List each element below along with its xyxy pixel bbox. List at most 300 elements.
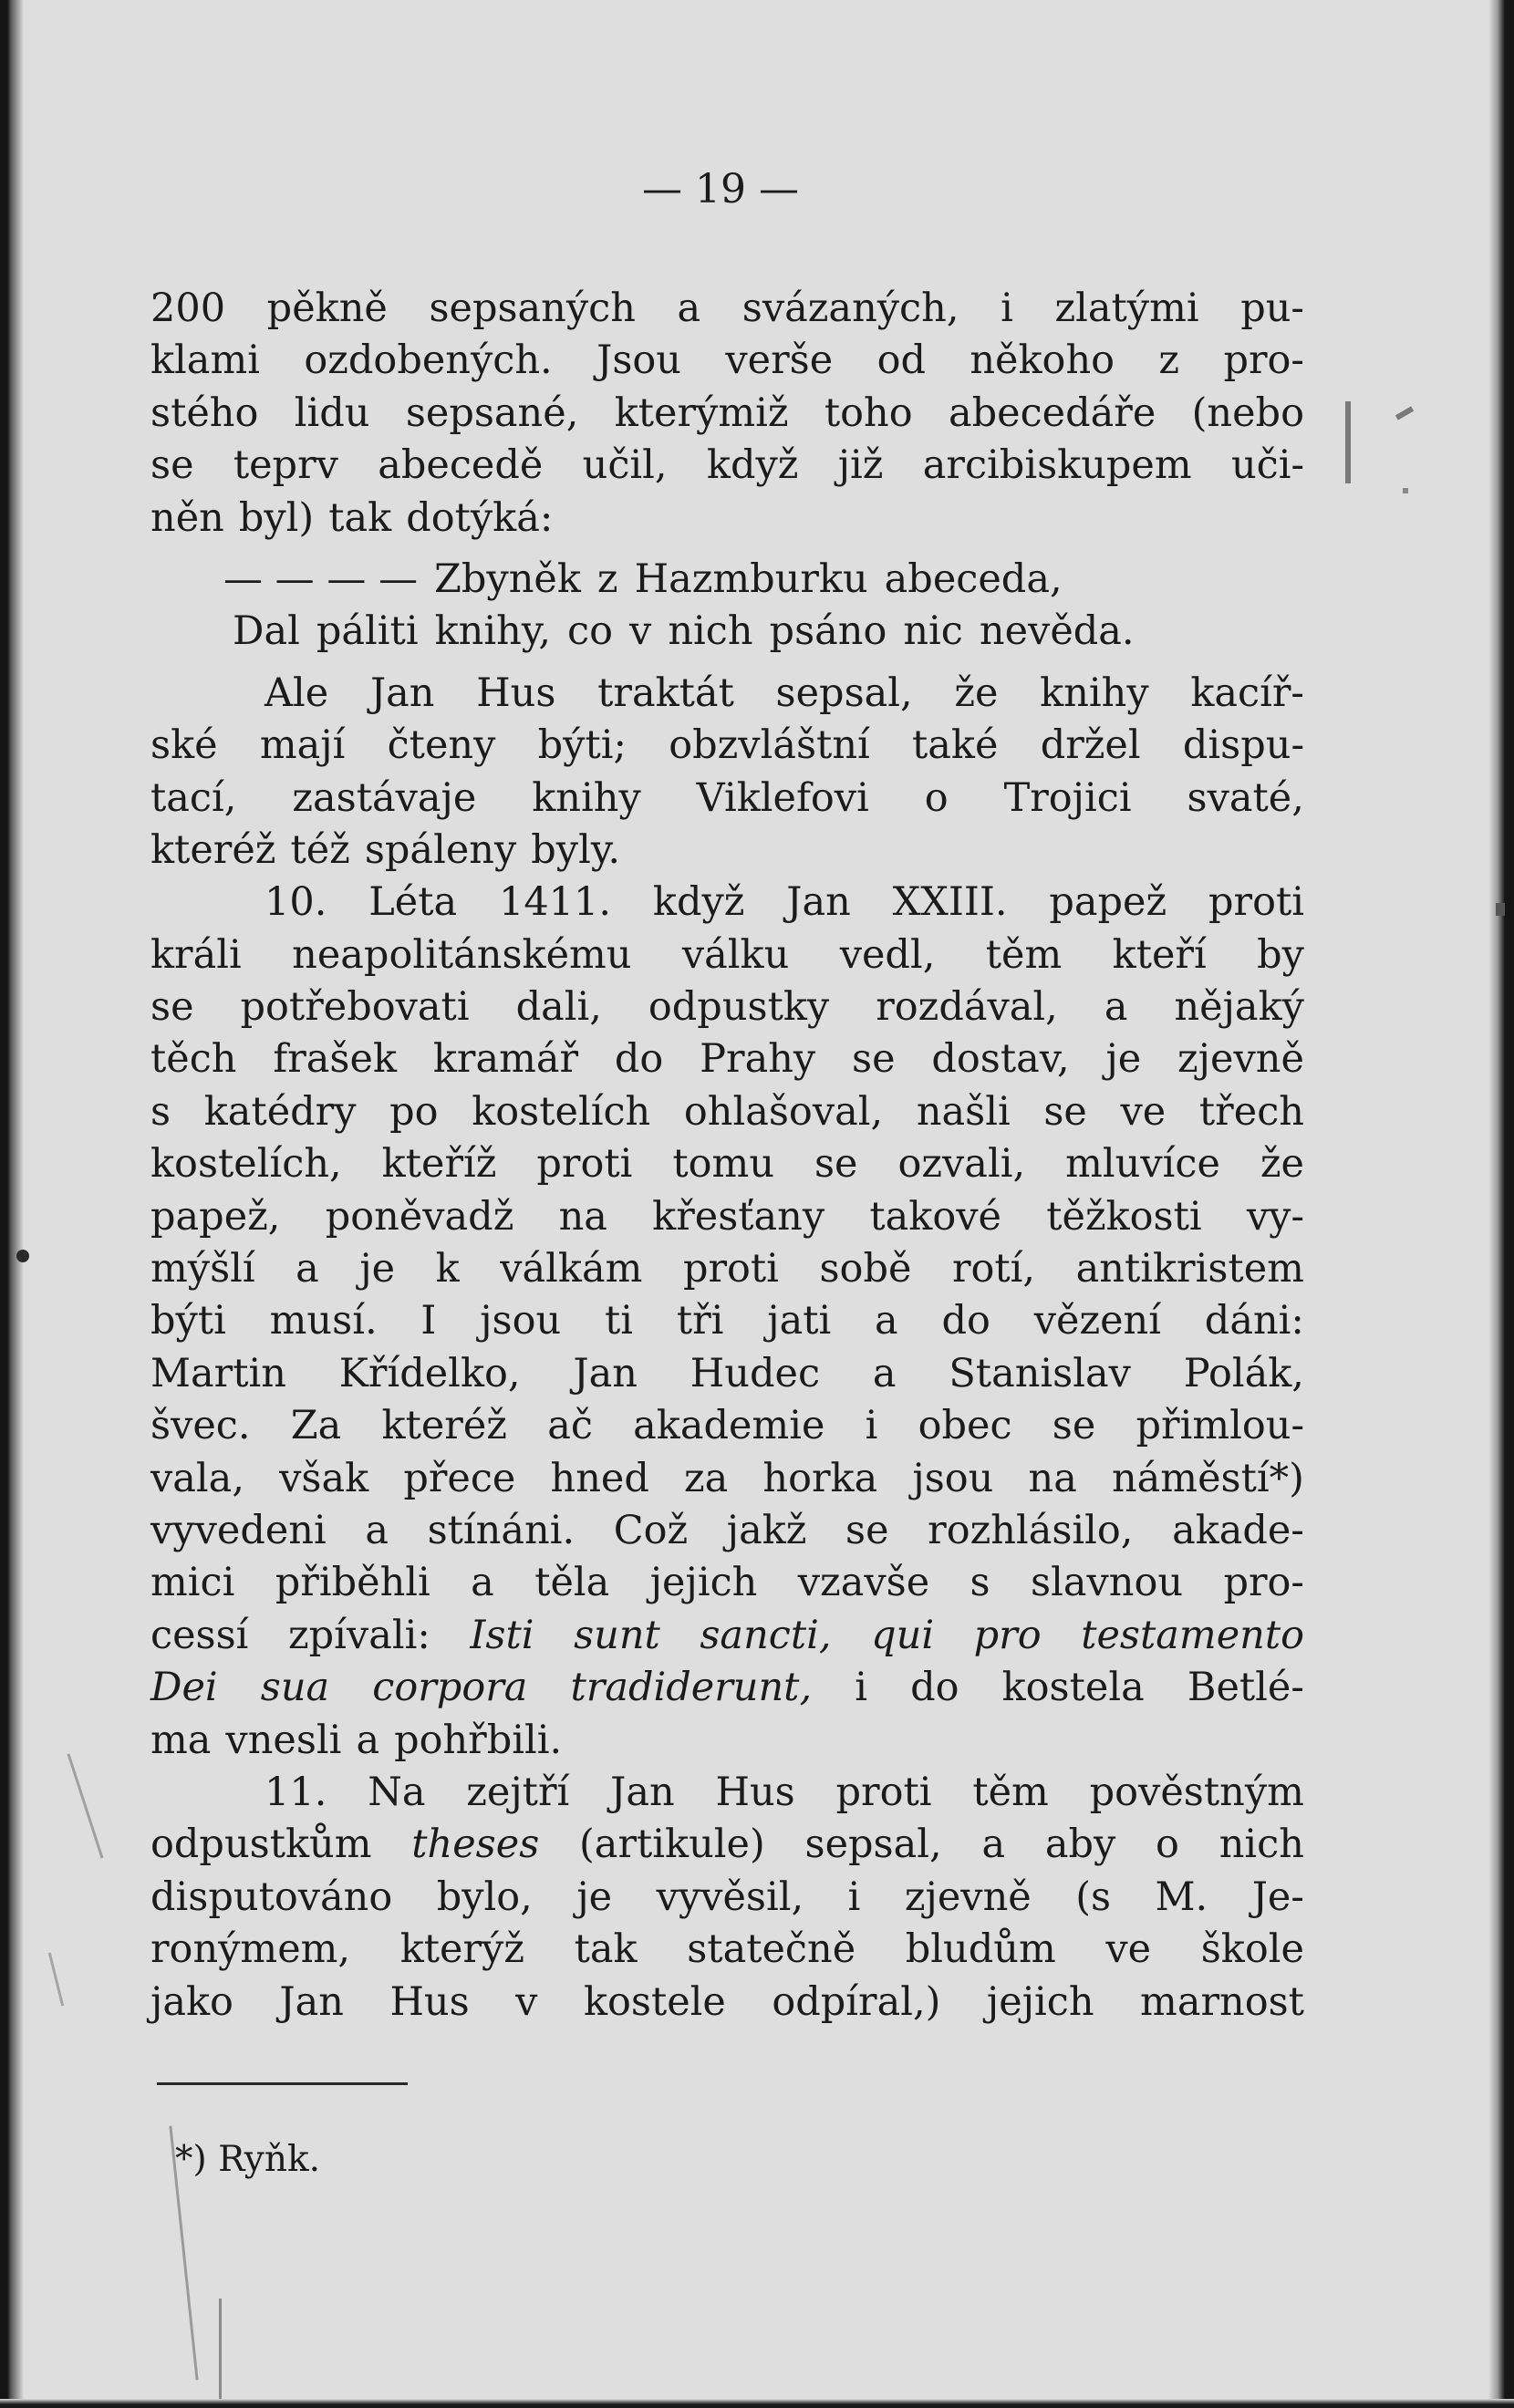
- word: se: [1052, 1403, 1096, 1449]
- italic-word: sunt: [574, 1612, 660, 1658]
- word: za: [684, 1455, 729, 1501]
- word: Na: [368, 1769, 426, 1815]
- word: kostelích: [472, 1088, 651, 1135]
- word: též: [290, 826, 350, 873]
- word: disputováno: [150, 1873, 393, 1920]
- word: nic: [903, 608, 963, 655]
- word: pu-: [1240, 285, 1304, 331]
- word: jati: [767, 1298, 832, 1344]
- word: třech: [1198, 1088, 1304, 1135]
- word: stého: [150, 389, 259, 436]
- word: byl): [238, 494, 315, 541]
- word: akade-: [1172, 1507, 1304, 1553]
- word: Jan: [786, 879, 851, 926]
- word: mluvíce: [1065, 1141, 1220, 1188]
- word: Prahy: [700, 1036, 816, 1083]
- italic-word: sua: [260, 1665, 330, 1711]
- word: aby: [1044, 1822, 1116, 1868]
- word: nich: [668, 608, 753, 655]
- word: mici: [150, 1560, 235, 1606]
- word: tomu: [672, 1141, 775, 1188]
- word: vala,: [150, 1455, 244, 1501]
- word: Martin: [150, 1350, 286, 1396]
- body-text: [150, 283, 1304, 2029]
- scan-artifact-mark: [1345, 401, 1351, 483]
- word: musí.: [269, 1298, 378, 1344]
- word: Stanislav: [949, 1350, 1131, 1396]
- word: neapolitánskému: [292, 931, 632, 978]
- text-line: [150, 1191, 1304, 1243]
- word: a: [1104, 984, 1128, 1031]
- word: rozhlásilo,: [928, 1507, 1134, 1553]
- word: škole: [1200, 1926, 1304, 1973]
- word: do: [910, 1665, 959, 1711]
- word: Jsou: [596, 337, 681, 384]
- word: z: [596, 555, 618, 602]
- word: sobě: [819, 1246, 912, 1292]
- word: po: [389, 1088, 439, 1135]
- word: dispu-: [1182, 722, 1304, 769]
- word: traktát: [597, 669, 734, 716]
- word: knihy,: [434, 608, 552, 655]
- word: je: [359, 1246, 396, 1292]
- word: a: [875, 1298, 898, 1344]
- italic-word: Dei: [150, 1665, 218, 1711]
- stanza-gap: [150, 545, 1304, 554]
- italic-word: pro: [973, 1612, 1042, 1658]
- word: ma: [150, 1717, 212, 1763]
- word: náměstí*): [1111, 1455, 1304, 1501]
- text-line: [150, 388, 1304, 440]
- word: akademie: [633, 1403, 825, 1449]
- word: (nebo: [1191, 389, 1304, 436]
- word: ozdobených.: [304, 337, 553, 384]
- word: mýšlí: [150, 1246, 255, 1292]
- word: stínáni.: [427, 1507, 576, 1553]
- word: Jan: [573, 1350, 638, 1396]
- word: králi: [150, 931, 242, 978]
- word: Jan: [279, 1978, 344, 2025]
- word: do: [614, 1036, 664, 1083]
- word: slavnou: [1031, 1560, 1184, 1606]
- text-line: [150, 283, 1304, 335]
- word: verše: [725, 337, 834, 384]
- word: I: [420, 1298, 437, 1344]
- word: kostelích,: [150, 1141, 342, 1188]
- word: zpívali:: [287, 1612, 430, 1658]
- word: Jan: [610, 1769, 675, 1815]
- word: 10.: [264, 879, 327, 926]
- word: byly.: [531, 826, 621, 873]
- word: kteříž: [381, 1141, 497, 1188]
- word: i: [847, 1873, 861, 1920]
- word: vy-: [1246, 1193, 1304, 1240]
- word: zejtří: [466, 1769, 570, 1815]
- word: Křídelko,: [338, 1350, 521, 1396]
- word: tací,: [150, 774, 237, 821]
- word: válkám: [500, 1246, 643, 1292]
- word: tři: [676, 1298, 724, 1344]
- text-line: [150, 1453, 1304, 1505]
- word: pěkně: [266, 285, 388, 331]
- text-line: [150, 1505, 1304, 1557]
- word: Hazmburku: [634, 555, 868, 602]
- word: 11.: [264, 1769, 327, 1815]
- text-line: [150, 929, 1304, 981]
- scan-artifact-mark: [48, 1953, 64, 2007]
- word: zjevně: [904, 1873, 1032, 1920]
- italic-word: testamento: [1081, 1612, 1304, 1658]
- word: sepsané,: [405, 389, 579, 436]
- word: abecedě: [378, 442, 544, 489]
- scan-artifact-mark: [1395, 406, 1414, 420]
- word: abecedáře: [948, 389, 1156, 436]
- word: odpustkům: [150, 1822, 372, 1868]
- word: jakž: [726, 1507, 807, 1553]
- word: kacíř-: [1190, 669, 1304, 716]
- word: dáni:: [1204, 1298, 1304, 1344]
- word: nich: [1218, 1822, 1304, 1868]
- word: tak: [328, 494, 392, 541]
- word: Ale: [264, 669, 329, 716]
- text-line: [150, 1819, 1304, 1871]
- word: vězení: [1033, 1298, 1161, 1344]
- text-line: [150, 335, 1304, 387]
- stanza-gap: [150, 659, 1304, 668]
- text-line: [150, 1033, 1304, 1085]
- text-line: [150, 1138, 1304, 1190]
- word: i: [865, 1403, 878, 1449]
- word: učil,: [582, 442, 668, 489]
- word: těla: [534, 1560, 610, 1606]
- word: v: [515, 1978, 538, 2025]
- text-line: [150, 668, 1304, 720]
- word: od: [876, 337, 926, 384]
- word: sepsal,: [804, 1822, 942, 1868]
- word: ve: [1105, 1926, 1152, 1973]
- word: kteréž: [150, 826, 276, 873]
- word: se: [845, 1507, 889, 1553]
- word: kostele: [583, 1978, 726, 2025]
- word: vedl,: [839, 931, 936, 978]
- word: ti: [605, 1298, 634, 1344]
- word: dostav,: [931, 1036, 1070, 1083]
- word: spáleny: [364, 826, 517, 873]
- word: svaté,: [1187, 774, 1304, 821]
- word: Hus: [715, 1769, 795, 1815]
- word: že: [954, 669, 999, 716]
- word: švec.: [150, 1403, 251, 1449]
- text-line: [150, 1400, 1304, 1452]
- word: Betlé-: [1187, 1665, 1304, 1711]
- word: by: [1257, 931, 1304, 978]
- text-line: [150, 1610, 1304, 1662]
- word: zlatými: [1054, 285, 1199, 331]
- word: abeceda,: [884, 555, 1063, 602]
- word: XXIII.: [892, 879, 1008, 926]
- word: kterýmiž: [614, 389, 789, 436]
- word: se: [1043, 1088, 1087, 1135]
- word: tak: [574, 1926, 638, 1973]
- word: toho: [824, 389, 913, 436]
- word: do: [941, 1298, 990, 1344]
- text-line: [150, 440, 1304, 492]
- word: válku: [681, 931, 790, 978]
- word: ozvali,: [897, 1141, 1026, 1188]
- word: kramář: [432, 1036, 579, 1083]
- word: však: [279, 1455, 369, 1501]
- word: nějaký: [1174, 984, 1304, 1031]
- word: Dal: [233, 608, 300, 655]
- word: svázaných,: [741, 285, 959, 331]
- bottom-page-edge: [0, 2399, 1514, 2408]
- word: v: [629, 608, 652, 655]
- word: Jan: [369, 669, 435, 716]
- word: a: [981, 1822, 1006, 1868]
- word: ronýmem,: [150, 1926, 351, 1973]
- word: odpíral,): [772, 1978, 941, 2025]
- scan-artifact-mark: [1403, 488, 1408, 493]
- word: vzavše: [797, 1560, 930, 1606]
- word: zjevně: [1177, 1036, 1304, 1083]
- word: dali,: [515, 984, 602, 1031]
- word: býti: [150, 1298, 226, 1344]
- word: proti: [1208, 879, 1304, 926]
- word: kterýž: [399, 1926, 525, 1973]
- italic-word: qui: [871, 1612, 935, 1658]
- word: marnost: [1140, 1978, 1304, 2025]
- footnote-rule: [157, 2082, 408, 2085]
- word: také: [912, 722, 999, 769]
- word: poněvadž: [325, 1193, 514, 1240]
- word: s: [150, 1088, 171, 1135]
- left-page-edge: [0, 0, 24, 2408]
- word: horka: [762, 1455, 878, 1501]
- text-line: [150, 981, 1304, 1033]
- word: pověstným: [1089, 1769, 1304, 1815]
- word: Hus: [476, 669, 556, 716]
- word: (s: [1075, 1873, 1112, 1920]
- word: klami: [150, 337, 260, 384]
- word: když: [652, 879, 745, 926]
- word: jsou: [912, 1455, 994, 1501]
- text-line: [150, 1767, 1304, 1819]
- word: je: [576, 1873, 613, 1920]
- word: kostela: [1001, 1665, 1145, 1711]
- word: sepsaných: [429, 285, 636, 331]
- word: Zbyněk: [434, 555, 581, 602]
- word: Polák,: [1183, 1350, 1304, 1396]
- word: těm: [972, 1769, 1049, 1815]
- italic-word: theses: [411, 1822, 540, 1868]
- word: psáno: [769, 608, 887, 655]
- text-line: [150, 1348, 1304, 1400]
- text-line: [150, 1295, 1304, 1347]
- scan-artifact-mark: [1496, 903, 1505, 916]
- word: se: [150, 984, 194, 1031]
- word: bludům: [905, 1926, 1056, 1973]
- word: o: [1156, 1822, 1179, 1868]
- scan-artifact-mark: [219, 2299, 222, 2399]
- word: něn: [150, 494, 224, 541]
- word: Léta: [368, 879, 458, 926]
- text-line: [150, 877, 1304, 929]
- word: na: [558, 1193, 607, 1240]
- word: a: [356, 1717, 380, 1763]
- word: a: [872, 1350, 897, 1396]
- word: o: [924, 774, 949, 821]
- word: ské: [150, 722, 218, 769]
- word: kteří: [1112, 931, 1207, 978]
- text-line: [150, 1872, 1304, 1924]
- word: přece: [403, 1455, 516, 1501]
- word: (artikule): [579, 1822, 765, 1868]
- word: z: [1158, 337, 1180, 384]
- word: proti: [835, 1769, 932, 1815]
- right-page-edge: [1488, 0, 1514, 2408]
- word: 1411.: [498, 879, 612, 926]
- word: katédry: [203, 1088, 357, 1135]
- word: držel: [1040, 722, 1141, 769]
- word: potřebovati: [240, 984, 470, 1031]
- word: na: [1028, 1455, 1077, 1501]
- word: co: [567, 608, 614, 655]
- italic-word: Isti: [470, 1612, 534, 1658]
- word: již: [837, 442, 884, 489]
- word: těm: [985, 931, 1063, 978]
- word: obec: [918, 1403, 1012, 1449]
- footnote: *) Ryňk.: [175, 2139, 320, 2180]
- word: vyvěsil,: [656, 1873, 804, 1920]
- word: Viklefovi: [696, 774, 869, 821]
- word: rotí,: [951, 1246, 1036, 1292]
- text-line: [150, 1715, 1304, 1767]
- word: pro-: [1223, 337, 1304, 384]
- word: křesťany: [652, 1193, 825, 1240]
- word: nevěda.: [979, 608, 1135, 655]
- word: a: [365, 1507, 389, 1553]
- word: našli: [916, 1088, 1011, 1135]
- word: ve: [1120, 1088, 1167, 1135]
- word: odpustky: [648, 984, 830, 1031]
- text-line: [150, 773, 1304, 825]
- word: Hus: [389, 1978, 470, 2025]
- word: s: [970, 1560, 990, 1606]
- word: papež: [1049, 879, 1167, 926]
- scan-artifact-mark: [67, 1753, 104, 1858]
- word: bylo,: [436, 1873, 533, 1920]
- word: ač: [547, 1403, 593, 1449]
- text-line: [150, 1243, 1304, 1295]
- word: i: [1001, 285, 1013, 331]
- word: se: [150, 442, 194, 489]
- word: mají: [259, 722, 346, 769]
- word: M.: [1155, 1873, 1208, 1920]
- word: Trojici: [1003, 774, 1132, 821]
- word: vnesli: [225, 1717, 342, 1763]
- word: a: [677, 285, 701, 331]
- word: arcibiskupem: [922, 442, 1192, 489]
- word: Za: [290, 1403, 342, 1449]
- word: k: [435, 1246, 460, 1292]
- italic-word: corpora: [372, 1665, 528, 1711]
- word: páliti: [316, 608, 419, 655]
- word: když: [706, 442, 799, 489]
- word: se: [852, 1036, 896, 1083]
- word: statečně: [687, 1926, 856, 1973]
- word: uči-: [1230, 442, 1304, 489]
- word: je: [1105, 1036, 1142, 1083]
- word: obzvláštní: [669, 722, 870, 769]
- italic-word: sancti,: [700, 1612, 832, 1658]
- word: hned: [550, 1455, 649, 1501]
- word: cessí: [150, 1612, 249, 1658]
- word: teprv: [233, 442, 338, 489]
- word: jejich: [649, 1560, 758, 1606]
- word: někoho: [970, 337, 1115, 384]
- word: Což: [613, 1507, 689, 1553]
- word: čteny: [387, 722, 496, 769]
- word: býti;: [537, 722, 627, 769]
- word: antikristem: [1075, 1246, 1304, 1292]
- word: knihy: [532, 774, 641, 821]
- word: a: [296, 1246, 319, 1292]
- text-line: [150, 720, 1304, 772]
- page-number: — 19 —: [642, 166, 799, 213]
- word: dotýká:: [406, 494, 554, 541]
- word: pro-: [1223, 1560, 1304, 1606]
- word: vyvedeni: [150, 1507, 327, 1553]
- word: ohlašoval,: [683, 1088, 884, 1135]
- word: papež,: [150, 1193, 281, 1240]
- text-line: [150, 1557, 1304, 1609]
- word: jsou: [480, 1298, 562, 1344]
- word: knihy: [1040, 669, 1149, 716]
- word: těch: [150, 1036, 237, 1083]
- word: rozdával,: [876, 984, 1058, 1031]
- text-line: [150, 1977, 1304, 2029]
- word: přiběhli: [275, 1560, 430, 1606]
- word: se: [814, 1141, 858, 1188]
- word: kteréž: [381, 1403, 507, 1449]
- text-line: [150, 825, 1304, 877]
- word: proti: [536, 1141, 633, 1188]
- word: jako: [150, 1978, 233, 2025]
- word: že: [1260, 1141, 1304, 1188]
- word: 200: [150, 285, 226, 331]
- verse-line: [150, 554, 1304, 606]
- word: frašek: [273, 1036, 398, 1083]
- word: — — — —: [223, 555, 419, 602]
- word: a: [471, 1560, 494, 1606]
- word: sepsal,: [775, 669, 913, 716]
- word: přimlou-: [1136, 1403, 1304, 1449]
- word: proti: [682, 1246, 779, 1292]
- word: Je-: [1251, 1873, 1304, 1920]
- word: lidu: [294, 389, 370, 436]
- text-line: [150, 1086, 1304, 1138]
- word: těžkosti: [1046, 1193, 1202, 1240]
- word: zastávaje: [292, 774, 477, 821]
- text-line: [150, 493, 1304, 545]
- italic-word: tradiderunt,: [570, 1665, 813, 1711]
- word: i: [855, 1665, 867, 1711]
- text-line: [150, 1662, 1304, 1714]
- verse-line: [150, 606, 1304, 658]
- word: jejich: [986, 1978, 1094, 2025]
- text-line: [150, 1924, 1304, 1976]
- word: takové: [869, 1193, 1001, 1240]
